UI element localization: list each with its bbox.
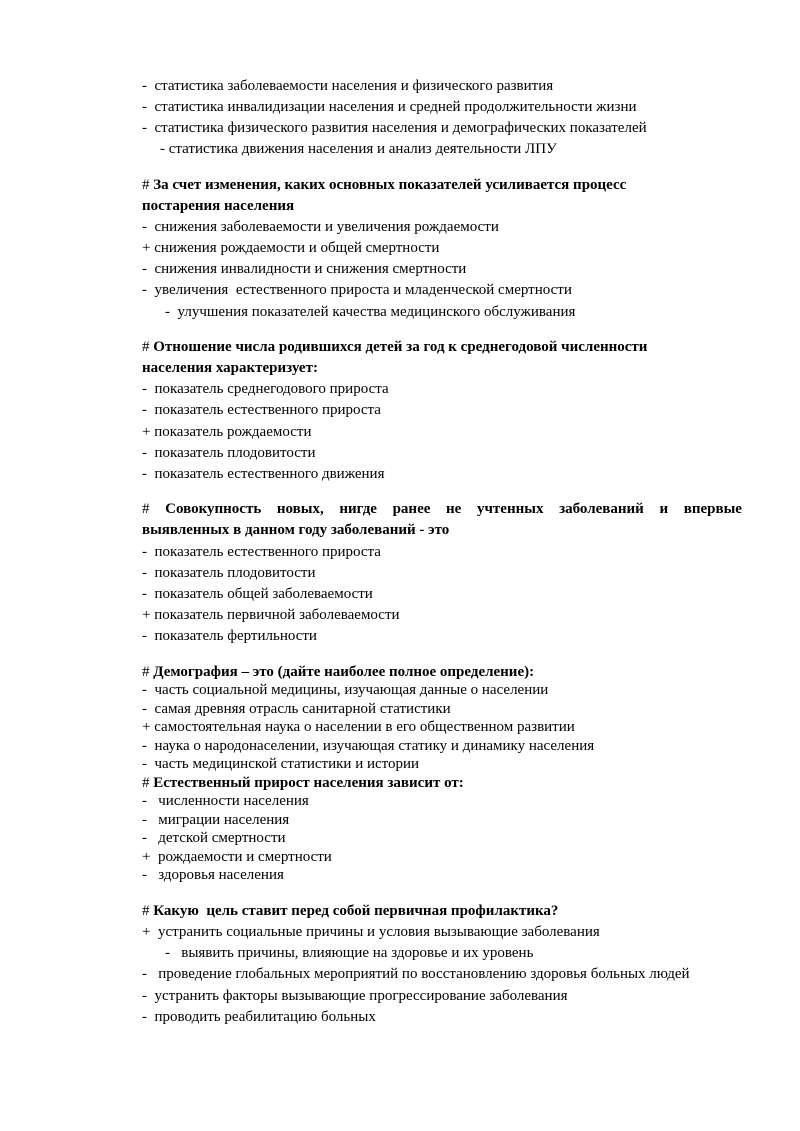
option: + рождаемости и смертности (142, 849, 332, 865)
question-1-line2: постарения населения (142, 198, 295, 214)
option: - статистика движения населения и анализ деятельности ЛПУ (160, 141, 557, 157)
option: - статистика инвалидизации населения и средней продолжительности жизни (142, 99, 637, 115)
option: + снижения рождаемости и общей смертности (142, 240, 440, 256)
option: - детской смертности (142, 830, 286, 846)
option: + показатель рождаемости (142, 424, 312, 440)
question-2-line1: # Отношение числа родившихся детей за год к среднегодовой численности (142, 339, 648, 355)
option: - показатель естественного прироста (142, 544, 381, 560)
option: - снижения заболеваемости и увеличения рождаемости (142, 219, 499, 235)
option: - статистика заболеваемости населения и физического развития (142, 78, 554, 94)
option: - статистика физического развития населения и демографических показателей (142, 120, 647, 136)
option: - миграции населения (142, 812, 290, 828)
question-2-line2: населения характеризует: (142, 360, 318, 376)
option: - увеличения естественного прироста и младенческой смертности (142, 282, 572, 298)
question-1-line1: # За счет изменения, каких основных показателей усиливается процесс (142, 177, 627, 193)
option: - часть социальной медицины, изучающая данные о населении (142, 682, 549, 698)
option: - показатель естественного движения (142, 466, 385, 482)
option: - проводить реабилитацию больных (142, 1009, 376, 1025)
question-6-line1: # Какую цель ставит перед собой первичная профилактика? (142, 903, 559, 919)
option: - показатель среднегодового прироста (142, 381, 389, 397)
option: - показатель общей заболеваемости (142, 586, 373, 602)
option: - наука о народонаселении, изучающая статику и динамику населения (142, 738, 595, 754)
option: - часть медицинской статистики и истории (142, 756, 420, 772)
question-3-line2: выявленных в данном году заболеваний - это (142, 522, 450, 538)
question-3-line1: # Совокупность новых, нигде ранее не учтенных заболеваний и впервые (142, 501, 742, 517)
option: + показатель первичной заболеваемости (142, 607, 400, 623)
option: - улучшения показателей качества медицинского обслуживания (165, 304, 576, 320)
option: - снижения инвалидности и снижения смертности (142, 261, 467, 277)
option: - здоровья населения (142, 867, 284, 883)
option: - проведение глобальных мероприятий по восстановлению здоровья больных людей (142, 966, 690, 982)
option: - показатель плодовитости (142, 565, 316, 581)
option: + устранить социальные причины и условия вызывающие заболевания (142, 924, 600, 940)
option: - показатель плодовитости (142, 445, 316, 461)
option: - самая древняя отрасль санитарной статистики (142, 701, 451, 717)
question-4-line1: # Демография – это (дайте наиболее полное определение): (142, 664, 535, 680)
option: - численности населения (142, 793, 309, 809)
option: - показатель фертильности (142, 628, 317, 644)
option: - устранить факторы вызывающие прогрессирование заболевания (142, 988, 568, 1004)
option: - выявить причины, влияющие на здоровье и их уровень (165, 945, 534, 961)
option: - показатель естественного прироста (142, 402, 381, 418)
question-5-line1: # Естественный прирост населения зависит от: (142, 775, 464, 791)
option: + самостоятельная наука о населении в его общественном развитии (142, 719, 575, 735)
